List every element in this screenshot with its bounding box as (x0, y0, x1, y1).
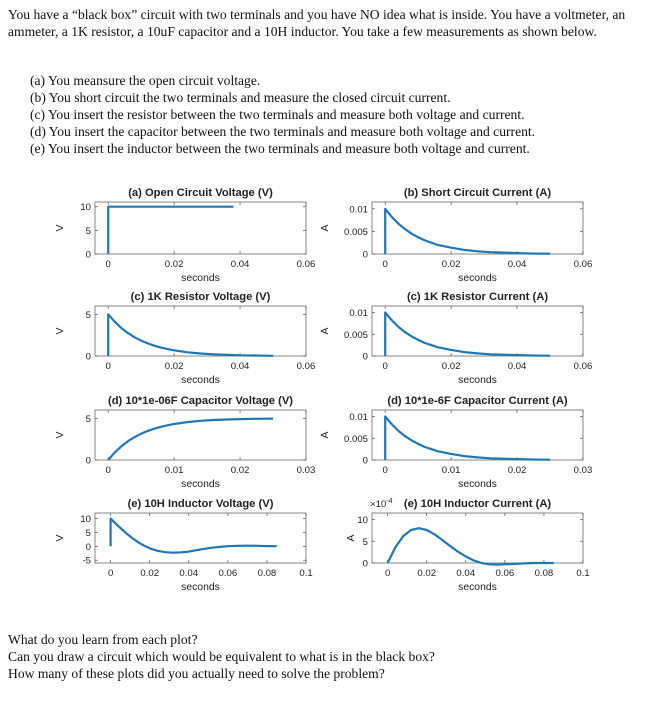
x-tick-label: 0.01 (441, 465, 461, 476)
y-axis-label: V (55, 431, 66, 439)
step-c: (c) You insert the resistor between the two terminals and measure both voltage and current. (30, 107, 525, 122)
y-axis-label: A (320, 327, 331, 335)
data-series-line (385, 209, 550, 254)
data-series-line (111, 519, 277, 553)
problem-intro: You have a “black box” circuit with two terminals and you have NO idea what is inside. You have a voltmeter, an ammeter, a 1K resistor, a 10uF capacitor and a 10H inductor. You take a few measurements as shown below. (8, 7, 626, 39)
y-tick-label: 0 (362, 351, 368, 363)
x-tick-label: 0 (105, 259, 111, 270)
x-tick-label: 0.06 (573, 259, 593, 270)
y-tick-label: 5 (362, 536, 368, 548)
chart-e2 (346, 498, 590, 593)
x-tick-label: 0.08 (257, 568, 277, 579)
y-tick-label: 0.01 (349, 204, 368, 216)
chart-d1 (55, 395, 315, 490)
data-series-line (108, 207, 233, 254)
data-series-line (108, 314, 273, 356)
chart-title: (c) 1K Resistor Voltage (V) (130, 291, 271, 303)
y-axis-label: A (346, 534, 357, 542)
y-tick-label: -5 (82, 555, 91, 567)
chart-e1 (55, 498, 313, 593)
chart-title: (b) Short Circuit Current (A) (403, 187, 552, 199)
chart-title: (d) 10*1e-6F Capacitor Current (A) (387, 395, 568, 407)
x-tick-label: 0.06 (495, 568, 515, 579)
step-b: (b) You short circuit the two terminals and measure the closed circuit current. (30, 90, 451, 105)
x-axis-label: seconds (458, 375, 497, 386)
y-tick-label: 10 (80, 202, 91, 214)
data-series-line (388, 528, 554, 565)
y-tick-label: 0 (85, 351, 91, 363)
axis-multiplier-base: ×10 (370, 499, 387, 510)
axes-frame (95, 513, 306, 563)
x-tick-label: 0.03 (573, 465, 593, 476)
x-axis-label: seconds (458, 273, 497, 284)
x-axis-label: seconds (181, 273, 220, 284)
x-tick-label: 0.02 (230, 465, 250, 476)
y-axis-label: V (55, 327, 66, 335)
y-axis-label: A (320, 431, 331, 439)
y-tick-label: 0.005 (343, 226, 368, 238)
y-tick-label: 5 (85, 527, 91, 539)
chart-d2 (320, 395, 592, 490)
x-tick-label: 0 (105, 361, 111, 372)
x-tick-label: 0.01 (164, 465, 184, 476)
x-tick-label: 0.1 (299, 568, 313, 579)
axis-multiplier (370, 498, 393, 510)
y-axis-label: V (55, 224, 66, 232)
y-tick-label: 0 (362, 249, 368, 261)
x-tick-label: 0.03 (296, 465, 316, 476)
x-tick-label: 0.02 (441, 361, 461, 372)
x-tick-label: 0.02 (507, 465, 527, 476)
question-1: What do you learn from each plot? (8, 632, 198, 647)
x-tick-label: 0.02 (164, 259, 184, 270)
x-tick-label: 0.06 (218, 568, 238, 579)
axes-frame (95, 202, 306, 254)
x-tick-label: 0 (382, 361, 388, 372)
x-tick-label: 0.04 (230, 361, 250, 372)
chart-title: (e) 10H Inductor Current (A) (403, 498, 552, 510)
x-tick-label: 0 (105, 465, 111, 476)
axis-multiplier-exp: -4 (386, 498, 393, 505)
x-tick-label: 0 (382, 259, 388, 270)
x-tick-label: 0.04 (507, 259, 527, 270)
x-tick-label: 0.02 (164, 361, 184, 372)
data-series-line (108, 419, 273, 460)
data-series-line (385, 417, 550, 461)
y-tick-label: 10 (80, 514, 91, 526)
x-tick-label: 0.02 (417, 568, 437, 579)
step-d: (d) You insert the capacitor between the two terminals and measure both voltage and current. (30, 124, 536, 139)
x-tick-label: 0.06 (296, 259, 316, 270)
x-axis-label: seconds (181, 582, 220, 593)
x-tick-label: 0.04 (456, 568, 476, 579)
chart-c2 (320, 291, 592, 386)
x-axis-label: seconds (458, 479, 497, 490)
data-series-line (385, 313, 550, 357)
chart-title: (d) 10*1e-06F Capacitor Voltage (V) (107, 395, 294, 407)
x-tick-label: 0.04 (507, 361, 527, 372)
question-2: Can you draw a circuit which would be equivalent to what is in the black box? (8, 649, 435, 664)
chart-b (320, 187, 592, 284)
y-tick-label: 5 (85, 413, 91, 425)
chart-a (55, 187, 315, 284)
x-axis-label: seconds (181, 375, 220, 386)
x-tick-label: 0 (382, 465, 388, 476)
chart-c1 (55, 291, 315, 386)
x-tick-label: 0.06 (296, 361, 316, 372)
y-tick-label: 0 (85, 249, 91, 261)
x-axis-label: seconds (181, 479, 220, 490)
x-tick-label: 0 (384, 568, 391, 579)
y-axis-label: A (320, 224, 331, 232)
x-tick-label: 0.04 (230, 259, 250, 270)
y-tick-label: 0 (362, 558, 368, 570)
chart-title: (c) 1K Resistor Current (A) (406, 291, 549, 303)
y-tick-label: 0.01 (349, 308, 368, 320)
x-tick-label: 0.1 (576, 568, 590, 579)
chart-title: (e) 10H Inductor Voltage (V) (127, 498, 274, 510)
y-tick-label: 0 (362, 455, 368, 467)
axes-frame (95, 410, 306, 460)
y-tick-label: 0.005 (343, 433, 368, 445)
chart-title: (a) Open Circuit Voltage (V) (128, 187, 273, 199)
x-tick-label: 0.02 (441, 259, 461, 270)
y-tick-label: 0 (85, 541, 91, 553)
x-tick-label: 0.04 (179, 568, 199, 579)
question-3: How many of these plots did you actually need to solve the problem? (8, 666, 385, 681)
x-tick-label: 0 (107, 568, 114, 579)
y-tick-label: 0.01 (349, 412, 368, 424)
y-tick-label: 0.005 (343, 329, 368, 341)
y-tick-label: 5 (85, 225, 91, 237)
x-tick-label: 0.06 (573, 361, 593, 372)
y-tick-label: 0 (85, 455, 91, 467)
questions (8, 631, 648, 682)
step-a: (a) You meansure the open circuit voltage. (30, 73, 261, 88)
x-tick-label: 0.08 (534, 568, 554, 579)
x-tick-label: 0.02 (140, 568, 160, 579)
y-tick-label: 5 (85, 309, 91, 321)
x-axis-label: seconds (458, 582, 497, 593)
step-e: (e) You insert the inductor between the two terminals and measure both voltage and current. (30, 141, 530, 156)
y-tick-label: 10 (357, 515, 368, 527)
axes-frame (372, 513, 583, 563)
y-axis-label: V (55, 534, 66, 542)
